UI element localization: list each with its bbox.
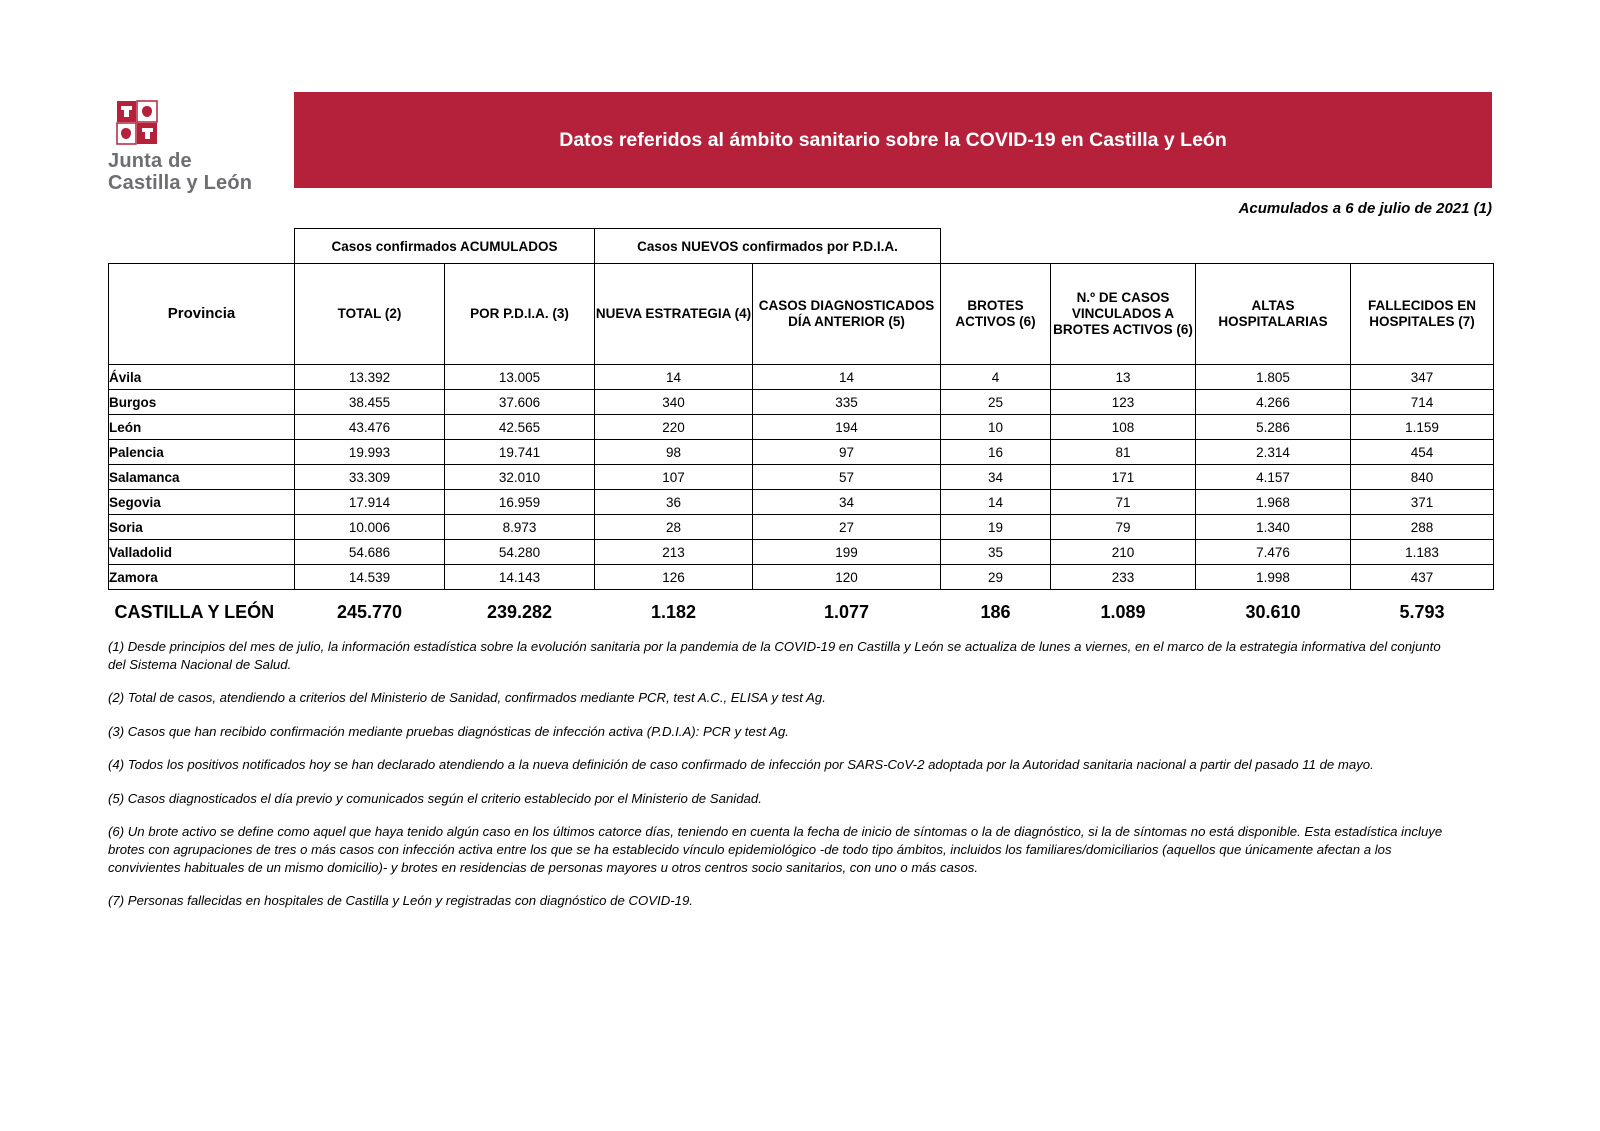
row-value-cell: 17.914: [295, 490, 445, 515]
row-value-cell: 54.280: [445, 540, 595, 565]
table-row: [109, 390, 1494, 415]
total-row-value: 30.610: [1245, 601, 1301, 622]
footnote: (1) Desde principios del mes de julio, la información estadística sobre la evolución sanitaria por la pandemia de la COVID-19 en Castilla y León se actualiza de lunes a viernes, en el marco de la estrategia informativa del conjunto del Sistema Nacional de Salud.: [108, 639, 1441, 672]
row-value-cell: 1.183: [1351, 540, 1494, 565]
junta-logo: [108, 100, 283, 195]
row-value-cell: 36: [595, 490, 753, 515]
data-table-container: [108, 228, 1493, 630]
group-header-nuevos: Casos NUEVOS confirmados por P.D.I.A.: [595, 229, 941, 264]
row-value-cell: 19: [941, 515, 1051, 540]
row-province-name: Salamanca: [109, 465, 295, 490]
col-header-total: TOTAL (2): [295, 264, 445, 365]
row-value-cell: 4: [941, 365, 1051, 390]
table-row: [109, 490, 1494, 515]
coat-of-arms-icon: [116, 100, 158, 148]
row-value-cell: 14: [753, 365, 941, 390]
row-value-cell: 98: [595, 440, 753, 465]
total-row-value: 1.077: [823, 601, 870, 622]
row-value-cell: 714: [1351, 390, 1494, 415]
total-row-value: 186: [980, 601, 1011, 622]
group-header-acumulados: Casos confirmados ACUMULADOS: [295, 229, 595, 264]
row-value-cell: 13.392: [295, 365, 445, 390]
row-province-name: Segovia: [109, 490, 295, 515]
row-value-cell: 199: [753, 540, 941, 565]
row-value-cell: 126: [595, 565, 753, 590]
row-province-name: Valladolid: [109, 540, 295, 565]
row-value-cell: 14.539: [295, 565, 445, 590]
row-value-cell: 13.005: [445, 365, 595, 390]
row-value-cell: 10.006: [295, 515, 445, 540]
footnote: (4) Todos los positivos notificados hoy se han declarado atendiendo a la nueva definición de caso confirmado de infección por SARS-CoV-2 adoptada por la Autoridad sanitaria nacional a partir del pasado 11 de mayo.: [108, 757, 1374, 773]
row-value-cell: 335: [753, 390, 941, 415]
row-value-cell: 210: [1051, 540, 1196, 565]
spacer-cell: [1351, 229, 1494, 264]
row-value-cell: 97: [753, 440, 941, 465]
row-value-cell: 4.157: [1196, 465, 1351, 490]
document-header: [108, 92, 1492, 195]
row-value-cell: 43.476: [295, 415, 445, 440]
row-value-cell: 123: [1051, 390, 1196, 415]
row-value-cell: 454: [1351, 440, 1494, 465]
total-row-value: 5.793: [1399, 601, 1445, 622]
row-value-cell: 42.565: [445, 415, 595, 440]
row-value-cell: 340: [595, 390, 753, 415]
row-province-name: León: [109, 415, 295, 440]
row-value-cell: 28: [595, 515, 753, 540]
footnote: (3) Casos que han recibido confirmación mediante pruebas diagnósticas de infección activa (P.D.I.A): PCR y test Ag.: [108, 723, 789, 739]
row-value-cell: 1.340: [1196, 515, 1351, 540]
spacer-cell: [1051, 229, 1196, 264]
col-header-por-pdia: POR P.D.I.A. (3): [445, 264, 595, 365]
row-value-cell: 37.606: [445, 390, 595, 415]
row-province-name: Zamora: [109, 565, 295, 590]
footnote: (7) Personas fallecidas en hospitales de Castilla y León y registradas con diagnóstico de COVID-19.: [108, 893, 693, 909]
row-value-cell: 19.741: [445, 440, 595, 465]
row-value-cell: 14: [595, 365, 753, 390]
row-value-cell: 171: [1051, 465, 1196, 490]
row-value-cell: 38.455: [295, 390, 445, 415]
col-header-brotes-activos: BROTES ACTIVOS (6): [941, 264, 1051, 365]
row-value-cell: 34: [753, 490, 941, 515]
row-value-cell: 19.993: [295, 440, 445, 465]
footnotes: [108, 625, 1453, 926]
col-header-fallecidos: FALLECIDOS EN HOSPITALES (7): [1351, 264, 1494, 365]
row-value-cell: 108: [1051, 415, 1196, 440]
subtitle-date: Acumulados a 6 de julio de 2021 (1): [1238, 200, 1492, 217]
table-body: [109, 365, 1494, 631]
col-header-provincia: Provincia: [109, 264, 295, 365]
row-value-cell: 14.143: [445, 565, 595, 590]
row-value-cell: 1.159: [1351, 415, 1494, 440]
row-value-cell: 25: [941, 390, 1051, 415]
total-row-value: 245.770: [336, 601, 403, 622]
footnote: (2) Total de casos, atendiendo a criterios del Ministerio de Sanidad, confirmados mediante PCR, test A.C., ELISA y test Ag.: [108, 690, 826, 706]
row-value-cell: 371: [1351, 490, 1494, 515]
col-header-nueva-estrategia: NUEVA ESTRATEGIA (4): [595, 264, 753, 365]
row-value-cell: 437: [1351, 565, 1494, 590]
row-province-name: Burgos: [109, 390, 295, 415]
row-value-cell: 213: [595, 540, 753, 565]
row-value-cell: 1.968: [1196, 490, 1351, 515]
total-row-value: 239.282: [486, 601, 553, 622]
table-total-row: [109, 590, 1494, 631]
total-row-label: CASTILLA Y LEÓN: [114, 601, 275, 622]
title-banner: [294, 92, 1492, 188]
row-value-cell: 79: [1051, 515, 1196, 540]
logo-line-1: Junta de: [108, 150, 192, 172]
table-row: [109, 440, 1494, 465]
row-value-cell: 840: [1351, 465, 1494, 490]
col-header-altas-hospitalarias: ALTAS HOSPITALARIAS: [1196, 264, 1351, 365]
covid-data-table: [108, 228, 1494, 630]
row-value-cell: 71: [1051, 490, 1196, 515]
table-row: [109, 365, 1494, 390]
spacer-cell: [1196, 229, 1351, 264]
row-value-cell: 1.805: [1196, 365, 1351, 390]
row-value-cell: 35: [941, 540, 1051, 565]
row-value-cell: 120: [753, 565, 941, 590]
footnote: (6) Un brote activo se define como aquel que haya tenido algún caso en los últimos catorce días, teniendo en cuenta la fecha de inicio de síntomas o la de diagnóstico, si la de síntomas no está disponible. Esta estadística incluye brotes con agrupaciones de tres o más casos con infección activa entre los que se ha establecido vínculo epidemiológico -de todo tipo ámbitos, incluidos los familiares/domiciliarios (aquellos que únicamente afectan a los convivientes habituales de un mismo domicilio)- y brotes en residencias de personas mayores u otros centros socio sanitarios, con uno o más casos.: [108, 824, 1443, 875]
spacer-cell: [109, 229, 295, 264]
row-value-cell: 10: [941, 415, 1051, 440]
table-row: [109, 465, 1494, 490]
row-value-cell: 27: [753, 515, 941, 540]
row-value-cell: 81: [1051, 440, 1196, 465]
row-province-name: Ávila: [109, 365, 295, 390]
page-title: Datos referidos al ámbito sanitario sobre la COVID-19 en Castilla y León: [559, 128, 1227, 151]
table-row: [109, 540, 1494, 565]
row-value-cell: 7.476: [1196, 540, 1351, 565]
row-province-name: Palencia: [109, 440, 295, 465]
row-province-name: Soria: [109, 515, 295, 540]
row-value-cell: 33.309: [295, 465, 445, 490]
row-value-cell: 54.686: [295, 540, 445, 565]
footnote: (5) Casos diagnosticados el día previo y comunicados según el criterio establecido por el Ministerio de Sanidad.: [108, 790, 762, 806]
row-value-cell: 4.266: [1196, 390, 1351, 415]
table-row: [109, 515, 1494, 540]
row-value-cell: 16.959: [445, 490, 595, 515]
row-value-cell: 8.973: [445, 515, 595, 540]
row-value-cell: 220: [595, 415, 753, 440]
row-value-cell: 347: [1351, 365, 1494, 390]
row-value-cell: 5.286: [1196, 415, 1351, 440]
row-value-cell: 34: [941, 465, 1051, 490]
row-value-cell: 14: [941, 490, 1051, 515]
table-row: [109, 415, 1494, 440]
total-row-value: 1.182: [650, 601, 697, 622]
row-value-cell: 1.998: [1196, 565, 1351, 590]
row-value-cell: 29: [941, 565, 1051, 590]
row-value-cell: 16: [941, 440, 1051, 465]
row-value-cell: 288: [1351, 515, 1494, 540]
row-value-cell: 2.314: [1196, 440, 1351, 465]
row-value-cell: 107: [595, 465, 753, 490]
logo-line-2: Castilla y León: [108, 172, 253, 195]
row-value-cell: 32.010: [445, 465, 595, 490]
row-value-cell: 233: [1051, 565, 1196, 590]
table-row: [109, 565, 1494, 590]
table-column-header-row: [109, 264, 1494, 365]
row-value-cell: 13: [1051, 365, 1196, 390]
row-value-cell: 57: [753, 465, 941, 490]
table-group-header-row: [109, 229, 1494, 264]
col-header-casos-dia-anterior: CASOS DIAGNOSTICADOS DÍA ANTERIOR (5): [753, 264, 941, 365]
row-value-cell: 194: [753, 415, 941, 440]
spacer-cell: [941, 229, 1051, 264]
total-row-value: 1.089: [1100, 601, 1146, 622]
col-header-casos-vinculados: N.º DE CASOS VINCULADOS A BROTES ACTIVOS (6): [1051, 264, 1196, 365]
